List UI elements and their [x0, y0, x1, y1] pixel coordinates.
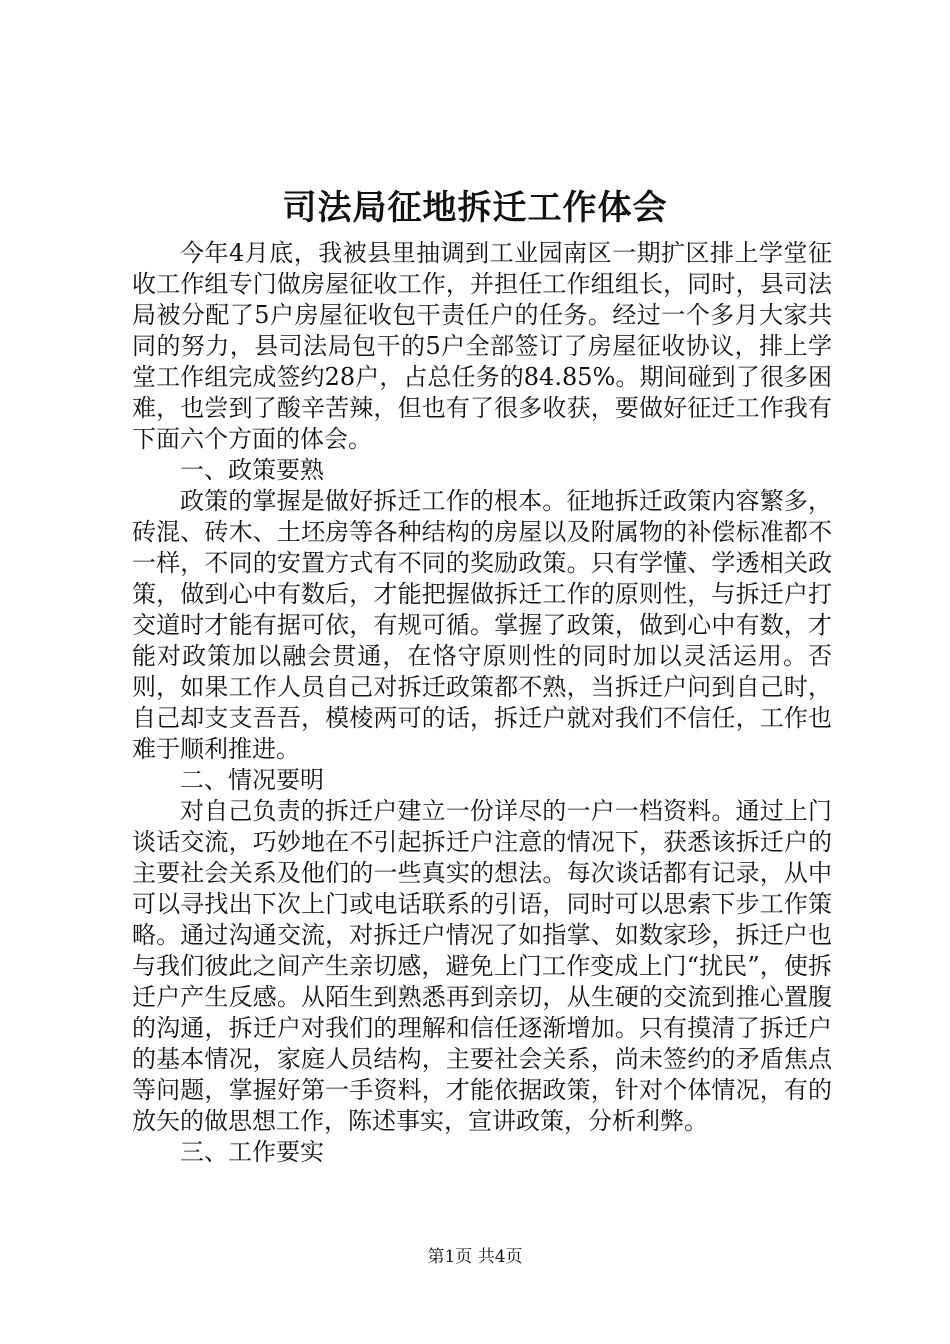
section-paragraph-2: 对自己负责的拆迁户建立一份详尽的一户一档资料。通过上门谈话交流，巧妙地在不引起拆迁户注意的情况下，获悉该拆迁户的主要社会关系及他们的一些真实的想法。每次谈话都有记录，从中可以寻找出下次上门或电话联系的引语，同时可以思索下步工作策略。通过沟通交流，对拆迁户情况了如指掌、如数家珍，拆迁户也与我们彼此之间产生亲切感，避免上门工作变成上门“扰民”，使拆迁户产生反感。从陌生到熟悉再到亲切，从生硬的交流到推心置腹的沟通，拆迁户对我们的理解和信任逐渐增加。只有摸清了拆迁户的基本情况，家庭人员结构，主要社会关系，尚未签约的矛盾焦点等问题，掌握好第一手资料，才能依据政策，针对个体情况，有的放矢的做思想工作，陈述事实，宣讲政策，分析利弊。 [132, 797, 832, 1135]
page-footer: 第1页 共4页 [427, 1247, 523, 1267]
section-heading-1: 一、政策要熟 [180, 456, 324, 484]
section-paragraph-1: 政策的掌握是做好拆迁工作的根本。征地拆迁政策内容繁多，砖混、砖木、土坯房等各种结构的房屋以及附属物的补偿标准都不一样，不同的安置方式有不同的奖励政策。只有学懂、学透相关政策，做到心中有数后，才能把握做拆迁工作的原则性，与拆迁户打交道时才能有据可依，有规可循。掌握了政策，做到心中有数，才能对政策加以融会贯通，在恪守原则性的同时加以灵活运用。否则，如果工作人员自己对拆迁政策都不熟，当拆迁户问到自己时，自己却支支吾吾，模棱两可的话，拆迁户就对我们不信任，工作也难于顺利推进。 [132, 487, 832, 763]
section-heading-3: 三、工作要实 [180, 1138, 324, 1166]
intro-paragraph: 今年4月底，我被县里抽调到工业园南区一期扩区排上学堂征收工作组专门做房屋征收工作，并担任工作组组长，同时，县司法局被分配了5户房屋征收包干责任户的任务。经过一个多月大家共同的努力，县司法局包干的5户全部签订了房屋征收协议，排上学堂工作组完成签约28户，占总任务的84.85%。期间碰到了很多困难，也尝到了酸辛苦辣，但也有了很多收获，要做好征迁工作我有下面六个方面的体会。 [132, 239, 832, 453]
document-title: 司法局征地拆迁工作体会 [282, 188, 668, 228]
document-body [132, 238, 832, 1168]
section-heading-2: 二、情况要明 [180, 766, 324, 794]
